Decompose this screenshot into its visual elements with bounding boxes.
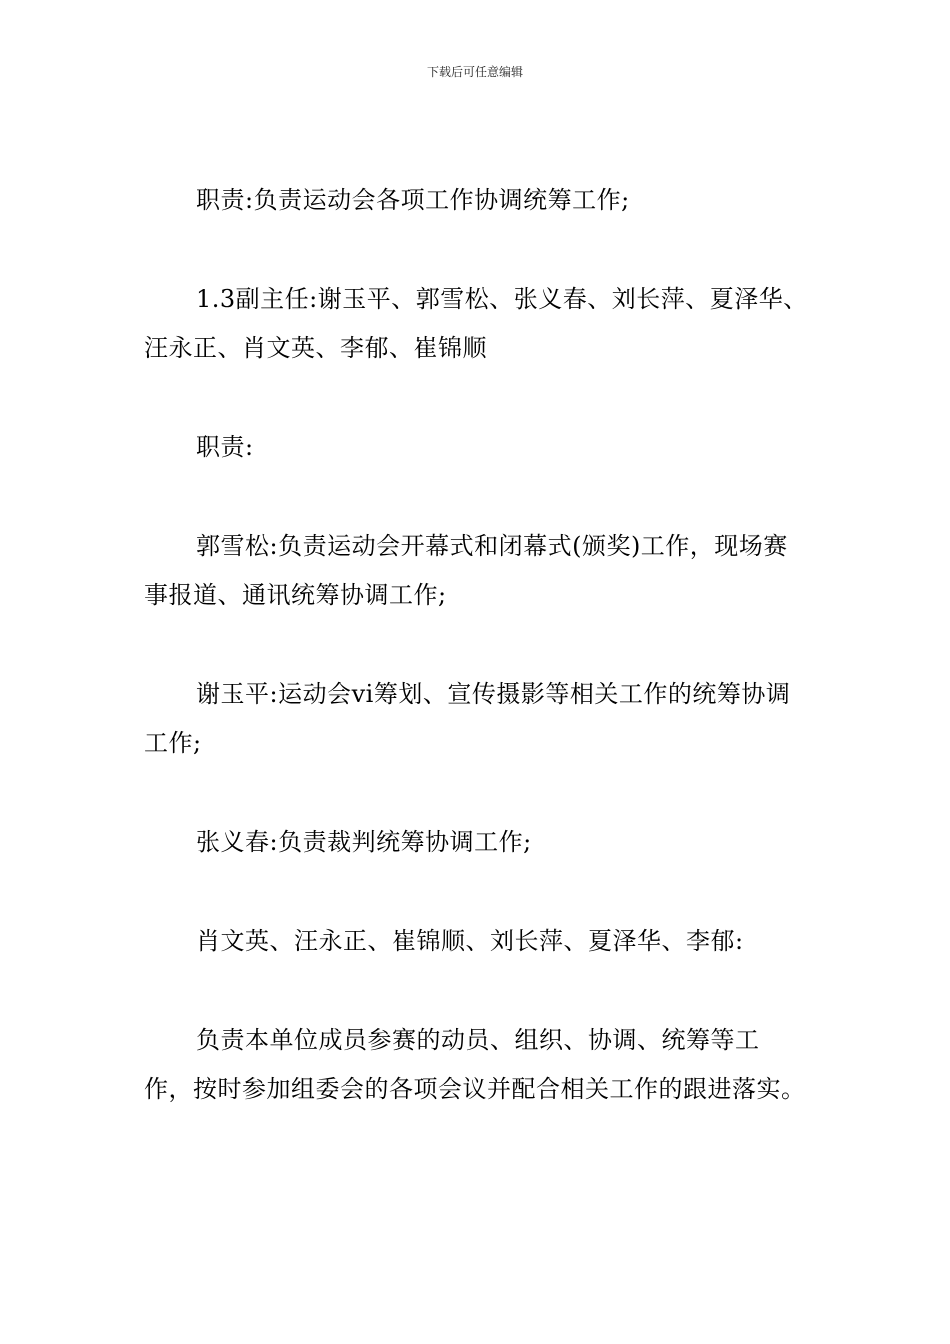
paragraph-zhang-yichun: 张义春:负责裁判统筹协调工作; xyxy=(196,828,532,856)
paragraph-duties-heading: 职责: xyxy=(196,433,254,461)
paragraph-guo-xuesong: 郭雪松:负责运动会开幕式和闭幕式(颁奖)工作，现场赛事报道、通讯统筹协调工作; xyxy=(144,532,788,609)
paragraph-other-members: 肖文英、汪永正、崔锦顺、刘长萍、夏泽华、李郁: xyxy=(196,927,744,955)
page-header: 下载后可任意编辑 xyxy=(426,65,523,79)
paragraph-deputy-directors: 1.3副主任:谢玉平、郭雪松、张义春、刘长萍、夏泽华、汪永正、肖文英、李郁、崔锦顺 xyxy=(144,285,808,362)
paragraph-duties-director: 职责:负责运动会各项工作协调统筹工作; xyxy=(196,186,630,214)
paragraph-xie-yuping: 谢玉平:运动会vi筹划、宣传摄影等相关工作的统筹协调工作; xyxy=(144,680,791,757)
document-body xyxy=(144,176,808,1164)
paragraph-member-duties: 负责本单位成员参赛的动员、组织、协调、统筹等工作，按时参加组委会的各项会议并配合相关工作的跟进落实。 xyxy=(144,1026,806,1103)
